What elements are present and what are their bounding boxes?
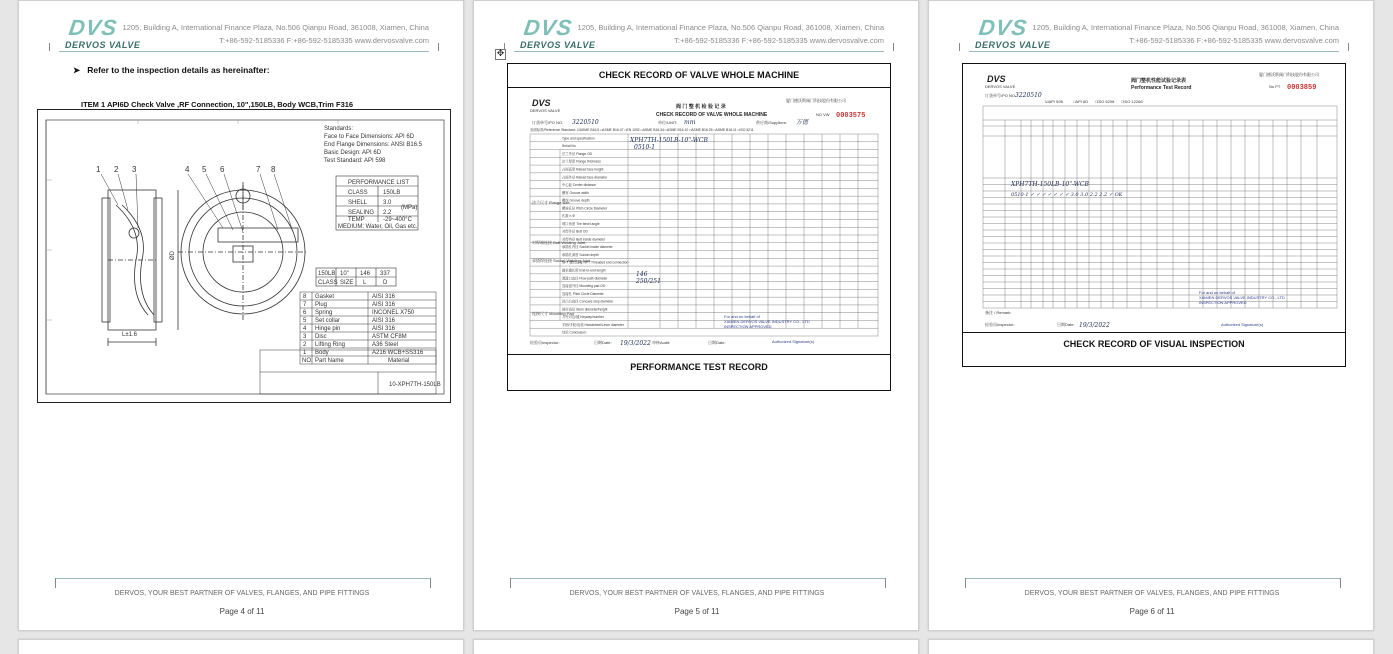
record-title-bottom: CHECK RECORD OF VISUAL INSPECTION — [1063, 339, 1245, 349]
part-no-4: 4 — [303, 326, 307, 332]
form-row-label: 凹凸台直径 Concave stop diameter — [562, 299, 614, 304]
size-head-l: L — [363, 280, 367, 286]
standards-line-1: Standards: — [324, 126, 354, 132]
stamp-line-1: For and on behalf of — [1199, 290, 1235, 295]
stamp-line-4: Authorized Signature(s) — [772, 339, 815, 344]
stamp-line-3: INSPECTION APPROVED — [1199, 300, 1247, 305]
form-unit-value: mm — [684, 119, 696, 126]
company-logo — [61, 15, 151, 51]
part-name-5: Set collar — [315, 318, 341, 324]
perf-shell-label: SHELL — [348, 200, 368, 206]
scanned-whole-machine-form — [528, 94, 880, 348]
size-d: 337 — [380, 271, 391, 277]
part-mat-5: AISI 316 — [372, 318, 396, 324]
form-row-label: 孔数 n-Φ — [562, 214, 576, 219]
hand-serial: 0510-1 — [634, 144, 656, 151]
form-row-label: 连接孔 Pitch Circle Diameter — [562, 291, 604, 296]
form-serial-label: NO VW — [816, 112, 830, 117]
form-company-cn: 厦门德沃斯阀门科技股份有限公司 — [786, 98, 846, 103]
form-row-label: 槽宽 Groove width — [562, 190, 589, 195]
footer-tagline: DERVOS, YOUR BEST PARTNER OF VALVES, FLANGES, AND PIPE FITTINGS — [114, 590, 370, 597]
part-no-3: 3 — [303, 334, 307, 340]
perf-temp-value: -29~400°C — [383, 217, 412, 223]
page-4 — [18, 0, 464, 631]
part-mat-3: ASTM CF8M — [372, 334, 407, 340]
form-date-label: 日期Date: — [594, 340, 612, 345]
form-row-label: 承插孔深度 Socket depth — [562, 252, 599, 257]
group-butt-welding: 对焊端连接 Butt Welding Joint — [532, 240, 586, 245]
part-name-2: Lifting Ring — [315, 342, 346, 348]
hand-type: XPH7TH-150LB-10"-WCB — [630, 137, 708, 144]
form-row-label: 凸面高度 Raised face height — [562, 167, 604, 172]
form-row-label: 槽深 Groove depth — [562, 198, 590, 203]
page-header — [59, 15, 429, 51]
footer-rule — [55, 578, 431, 579]
length-dim-label: L±1.6 — [122, 332, 137, 338]
stamp-line-4: Authorized Signature(s) — [1221, 322, 1264, 327]
part-mat-8: AISI 316 — [372, 294, 396, 300]
size-class: 150LB — [318, 271, 336, 277]
record-table — [507, 63, 891, 391]
part-mat-4: AISI 316 — [372, 326, 396, 332]
intro-text: Refer to the inspection details as hereinafter: — [87, 65, 270, 75]
footer-tagline: DERVOS, YOUR BEST PARTNER OF VALVES, FLANGES, AND PIPE FITTINGS — [1024, 590, 1280, 597]
drawing-number: 10-XPH7TH-150LB — [389, 382, 441, 388]
standards-line-3: End Flange Dimensions: ANSI B16.5 — [324, 142, 423, 148]
part-mat-6: INCONEL X750 — [372, 310, 415, 316]
table-move-handle-icon[interactable]: ✥ — [496, 49, 505, 59]
form-row-label: 结论 Conclusion: — [562, 330, 587, 335]
form-date-label: 日期Date: — [1057, 322, 1075, 327]
size-head-d: D — [383, 280, 388, 286]
record-title-bottom: PERFORMANCE TEST RECORD — [630, 362, 768, 372]
part-no-7: 7 — [303, 302, 307, 308]
form-row-label: 法兰外径 Flange OD — [562, 151, 593, 156]
logo-word: DERVOS VALVE — [520, 40, 596, 50]
form-supplier-label: 供应商/Suppliers: — [756, 120, 787, 125]
company-logo — [516, 15, 606, 51]
page-number: Page 5 of 11 — [674, 607, 720, 616]
parts-head-material: Material — [388, 358, 410, 364]
intro-bullet: ➤ Refer to the inspection details as hereinafter: — [73, 65, 270, 75]
stamp-line-1: For and on behalf of — [724, 314, 760, 319]
perf-temp-label: TEMP — [348, 217, 365, 223]
form-serial-number: 0003575 — [836, 112, 866, 120]
form-date-value: 19/3/2022 — [1079, 322, 1110, 329]
page-8-partial — [473, 639, 919, 654]
std-api6d: □API 6D — [1073, 99, 1089, 104]
callout-3: 3 — [132, 165, 137, 174]
parts-list-table — [260, 292, 436, 394]
form-logo: DVS — [532, 98, 551, 108]
perf-title: PERFORMANCE LIST — [348, 180, 410, 186]
page-7-partial — [18, 639, 464, 654]
part-no-2: 2 — [303, 342, 307, 348]
part-mat-1: A216 WCB+SS316 — [372, 350, 424, 356]
company-logo — [971, 15, 1061, 51]
form-row-label: 手柄/手轮/齿轮 Handwheel/Lever diameter — [562, 322, 624, 327]
form-row-label: 螺栓孔径 Pitch Circle Diameter — [562, 206, 608, 211]
std-iso12266: □ISO 12266 — [1121, 99, 1143, 104]
hand-flow: 250/251 — [636, 278, 661, 285]
page-header — [969, 15, 1339, 51]
perf-sealing-value: 2.2 — [383, 210, 392, 216]
table-rule — [508, 87, 890, 88]
logo-mark: DVS — [522, 15, 575, 40]
part-name-8: Gasket — [315, 294, 335, 300]
form-inspector-label: 检验员Inspector: — [985, 322, 1015, 327]
record-title-top: CHECK RECORD OF VALVE WHOLE MACHINE — [598, 70, 800, 80]
form-row-label: Serial No. — [562, 144, 577, 149]
company-address: 1205, Building A, International Finance Plaza, No.506 Qianpu Road, 361008, Xiamen, China — [577, 23, 884, 32]
form-cn-title: 阀门整机性能试验记录表 — [1131, 78, 1187, 84]
parts-head-no: NO. — [302, 358, 313, 364]
part-name-6: Spring — [315, 310, 333, 316]
part-no-6: 6 — [303, 310, 307, 316]
form-row-label: 流道口直径 Flow path diameter — [562, 276, 608, 281]
form-logo-word: DERVOS VALVE — [985, 84, 1016, 89]
size-size: 10" — [340, 271, 349, 277]
form-en-title: CHECK RECORD OF VALVE WHOLE MACHINE — [656, 112, 768, 118]
stamp-line-3: INSPECTION APPROVED — [724, 324, 772, 329]
group-mounting-pad: 连接尺寸 Mounting Pad — [532, 311, 574, 316]
part-no-5: 5 — [303, 318, 307, 324]
callout-7: 7 — [256, 165, 261, 174]
form-po-label: 订货单号/PO NO. — [532, 120, 564, 125]
callout-8: 8 — [271, 165, 276, 174]
form-row-label: 中心距 Center distance — [562, 183, 596, 188]
callout-2: 2 — [114, 165, 119, 174]
part-name-4: Hinge pin — [315, 326, 341, 332]
part-name-3: Disc — [315, 334, 327, 340]
form-row-label: 阀杆直径 Stem diameter/height — [562, 307, 608, 312]
callout-5: 5 — [202, 165, 207, 174]
page-9-partial — [928, 639, 1374, 654]
form-date-value: 19/3/2022 — [620, 340, 651, 347]
diameter-dim-label: ØD — [170, 251, 176, 260]
perf-sealing-label: SEALING — [348, 210, 375, 216]
form-row-label: Type and specification — [562, 136, 595, 141]
record-table — [962, 63, 1346, 367]
form-row-label: 法兰厚度 Flange thickness — [562, 159, 601, 164]
company-contact: T:+86-592-5185336 F:+86-592-5185335 www.dervosvalve.com — [219, 36, 429, 45]
form-po-value: 3220510 — [1015, 92, 1042, 99]
table-rule — [963, 332, 1345, 333]
part-no-8: 8 — [303, 294, 307, 300]
form-en-title: Performance Test Record — [1131, 85, 1192, 91]
perf-class-value: 150LB — [383, 190, 401, 196]
form-row-label: 对焊内径 Butt inside diameter — [562, 237, 606, 242]
standards-block — [324, 126, 423, 164]
form-row-label: 承插孔内径 Socket inside diameter — [562, 245, 613, 250]
form-supplier-value: 万德 — [796, 119, 809, 126]
form-audit-label: 审核Audit: — [652, 340, 671, 345]
callout-1: 1 — [96, 165, 101, 174]
group-socket-welding: 承插焊连接 Socket Welding Joint — [532, 258, 591, 263]
page-6 — [928, 0, 1374, 631]
form-logo-word: DERVOS VALVE — [530, 108, 561, 113]
form-cn-title: 阀 门 整 机 检 验 记 录 — [676, 104, 726, 110]
footer-rule — [510, 578, 886, 579]
perf-class-label: CLASS — [348, 190, 368, 196]
hand-row-2: 0510-1 ✓ ✓ ✓ ✓ ✓ ✓ ✓ 3.0 3.0 2.2 2.2 ✓ OK — [1011, 192, 1123, 198]
standards-line-2: Face to Face Dimensions: API 6D — [324, 134, 415, 140]
part-name-1: Body — [315, 350, 329, 356]
item-heading: ITEM 1 API6D Check Valve ,RF Connection, 10",150LB, Body WCB,Trim F316 — [81, 100, 354, 109]
form-row-label: 对焊外径 Butt OD — [562, 229, 588, 234]
form-po-label: 订货单号/PO NO. — [985, 93, 1017, 98]
form-logo: DVS — [987, 74, 1006, 84]
perf-medium: MEDIUM: Water, Oil, Gas etc. — [338, 224, 418, 230]
logo-mark: DVS — [67, 15, 120, 40]
form-row-label: 端至端长度 End-to-end length — [562, 268, 606, 273]
footer-rule — [965, 578, 1341, 579]
form-serial-number: 0003859 — [1287, 84, 1317, 92]
part-no-1: 1 — [303, 350, 307, 356]
valve-technical-drawing — [37, 109, 451, 403]
form-row-label: NPT 螺纹连接 NPT Threaded end connection — [562, 260, 629, 265]
scanned-performance-test-form — [981, 68, 1339, 330]
form-standards-row: 参照标准/Reference Standard: ☑ASME B16.5 □ASME B16.47 □EN 1092 □ASME B16.34 □ASME B16.10 □ASME B16.25 □ASME B16.11 □ISO 5211 — [530, 128, 754, 132]
stamp-line-2: XIAMEN DERVOS VALVE INDUSTRY CO., LTD — [724, 319, 810, 324]
part-name-7: Plug — [315, 302, 328, 308]
size-head-size: SIZE — [340, 280, 354, 286]
perf-shell-value: 3.0 — [383, 200, 392, 206]
company-address: 1205, Building A, International Finance Plaza, No.506 Qianpu Road, 361008, Xiamen, China — [122, 23, 429, 32]
page-5 — [473, 0, 919, 631]
size-l: 146 — [360, 271, 371, 277]
standards-line-5: Test Standard: API 598 — [324, 158, 386, 164]
hand-length: 146 — [636, 271, 648, 278]
part-mat-2: A36 Steel — [372, 342, 399, 348]
footer-tagline: DERVOS, YOUR BEST PARTNER OF VALVES, FLANGES, AND PIPE FITTINGS — [569, 590, 825, 597]
page-header — [514, 15, 884, 51]
form-remark-label: 备注 / Remark: — [985, 310, 1012, 315]
company-contact: T:+86-592-5185336 F:+86-592-5185335 www.dervosvalve.com — [674, 36, 884, 45]
form-inspector-label: 检验员Inspector: — [530, 340, 560, 345]
form-serial-label: No PT — [1269, 84, 1281, 89]
table-rule — [508, 354, 890, 355]
perf-unit: (MPa) — [401, 205, 418, 211]
page-number: Page 6 of 11 — [1129, 607, 1175, 616]
hand-row-1: XPH7TH-150LB-10"-WCB — [1011, 181, 1089, 188]
stamp-line-2: XIAMEN DERVOS VALVE INDUSTRY CO., LTD — [1199, 295, 1285, 300]
parts-head-name: Part Name — [315, 358, 344, 364]
form-po-value: 3220510 — [572, 119, 599, 126]
page-number: Page 4 of 11 — [219, 607, 265, 616]
part-mat-7: AISI 316 — [372, 302, 396, 308]
callout-6: 6 — [220, 165, 225, 174]
logo-mark: DVS — [977, 15, 1030, 40]
form-company-cn: 厦门德沃斯阀门科技股份有限公司 — [1259, 72, 1319, 77]
form-row-label: 连接盘外径 Mounting pad OD — [562, 284, 606, 289]
company-address: 1205, Building A, International Finance Plaza, No.506 Qianpu Road, 361008, Xiamen, China — [1032, 23, 1339, 32]
form-unit-label: 单位/UNIT: — [658, 120, 678, 125]
group-flange-size: 法兰尺寸 Flange size — [532, 200, 570, 205]
standards-line-4: Basic Design: API 6D — [324, 150, 382, 156]
form-row-label: 凸面外径 Raised face diameter — [562, 175, 608, 180]
std-iso5208: □ISO 5208 — [1095, 99, 1115, 104]
form-row-label: 坡口角度 The bevel angle — [562, 221, 600, 226]
logo-word: DERVOS VALVE — [975, 40, 1051, 50]
company-contact: T:+86-592-5185336 F:+86-592-5185335 www.dervosvalve.com — [1129, 36, 1339, 45]
form-date-label-2: 日期Date: — [708, 340, 726, 345]
size-head-class: CLASS — [318, 280, 338, 286]
header-rule — [969, 51, 1339, 52]
header-rule — [514, 51, 884, 52]
logo-word: DERVOS VALVE — [65, 40, 141, 50]
form-row-label: 方杆对边/键 Keyway/number — [562, 315, 604, 320]
header-rule — [59, 51, 429, 52]
callout-4: 4 — [185, 165, 190, 174]
std-api598: ☑API 598 — [1045, 99, 1063, 104]
